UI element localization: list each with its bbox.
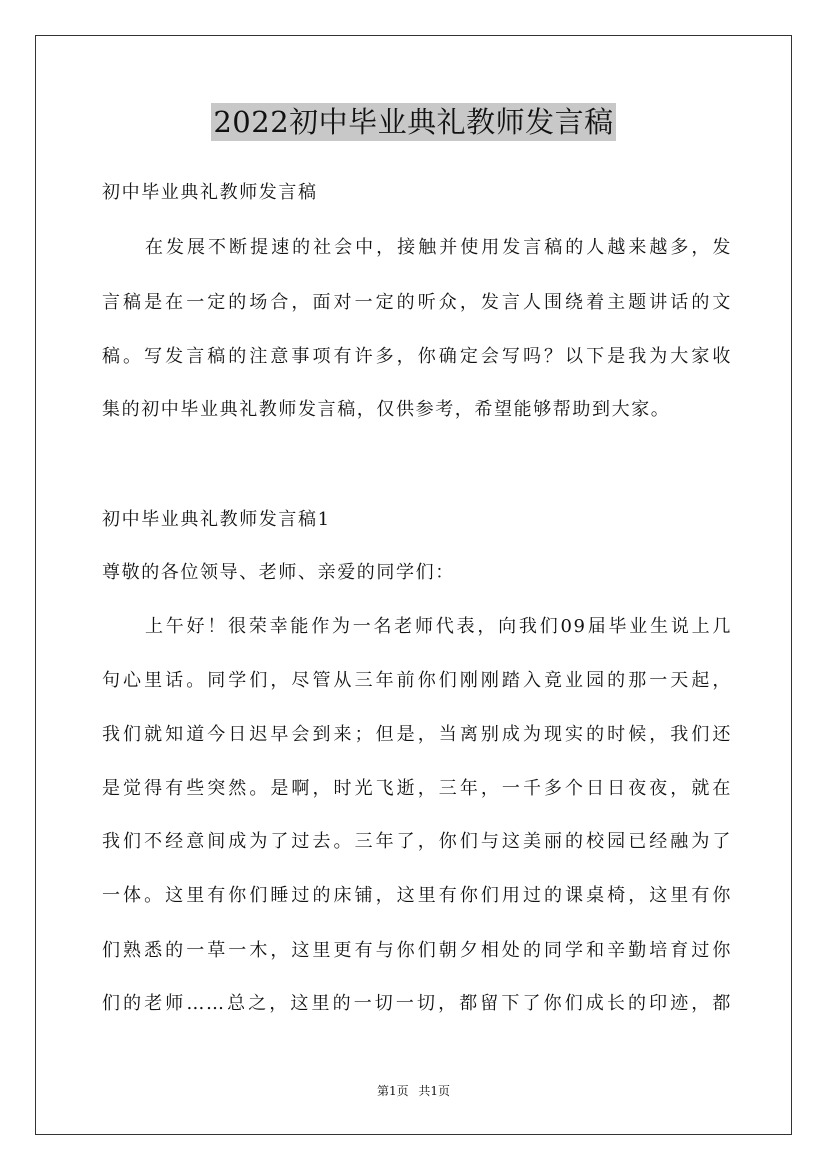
intro-line-3: 稿。写发言稿的注意事项有许多，你确定会写吗？以下是我为大家收 — [102, 346, 732, 367]
body-line-4: 是觉得有些突然。是啊，时光飞逝，三年，一千多个日日夜夜，就在 — [102, 778, 732, 799]
body-line-8: 们的老师……总之，这里的一切一切，都留下了你们成长的印迹，都 — [102, 993, 732, 1014]
intro-line-2: 言稿是在一定的场合，面对一定的听众，发言人围绕着主题讲话的文 — [102, 292, 732, 313]
body-line-5: 我们不经意间成为了过去。三年了，你们与这美丽的校园已经融为了 — [102, 831, 732, 852]
page-total: 共1页 — [418, 1084, 451, 1098]
document-subtitle: 初中毕业典礼教师发言稿 — [102, 182, 318, 203]
body-line-3: 我们就知道今日迟早会到来；但是，当离别成为现实的时候，我们还 — [102, 724, 732, 745]
body-line-6: 一体。这里有你们睡过的床铺，这里有你们用过的课桌椅，这里有你 — [102, 885, 732, 906]
salutation: 尊敬的各位领导、老师、亲爱的同学们： — [102, 562, 455, 583]
intro-line-4: 集的初中毕业典礼教师发言稿，仅供参考，希望能够帮助到大家。 — [102, 399, 671, 420]
body-line-7: 们熟悉的一草一木，这里更有与你们朝夕相处的同学和辛勤培育过你 — [102, 940, 732, 961]
body-line-2: 句心里话。同学们，尽管从三年前你们刚刚踏入竟业园的那一天起， — [102, 670, 732, 691]
document-title: 2022初中毕业典礼教师发言稿 — [213, 105, 614, 139]
title-wrapper — [0, 103, 827, 141]
section-heading: 初中毕业典礼教师发言稿1 — [102, 509, 331, 530]
intro-line-1: 在发展不断提速的社会中，接触并使用发言稿的人越来越多，发 — [145, 237, 732, 258]
body-line-1: 上午好！很荣幸能作为一名老师代表，向我们09届毕业生说上几 — [145, 616, 732, 637]
page-number: 第1页 — [376, 1084, 409, 1098]
page-footer — [0, 1083, 827, 1099]
